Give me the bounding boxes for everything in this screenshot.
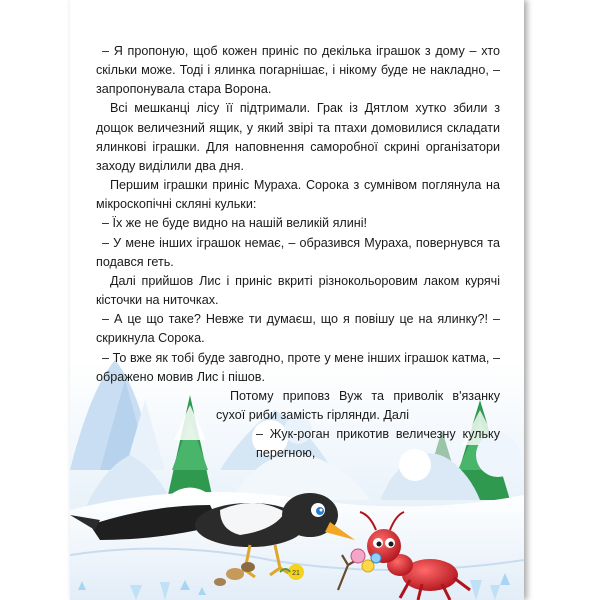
paragraph: – Їх же не буде видно на нашій великій ялині!	[102, 216, 368, 231]
paragraph: – То вже як тобі буде завгодно, проте у мене інших іграшок катма, – ображено мовив Лис і пішов.	[96, 350, 500, 384]
story-text	[96, 42, 500, 463]
paragraph: – А це що таке? Невже ти думаєш, що я повішу це на ялинку?! – скрикнула Сорока.	[96, 312, 500, 346]
paragraph: Першим іграшки приніс Мураха. Сорока з сумнівом поглянула на мікроскопічні скляні кульки:	[96, 178, 500, 212]
page-number: 21	[292, 570, 300, 577]
paragraph: Всі мешканці лісу її підтримали. Грак із Дятлом хутко збили з дощок величезний ящик, у який звірі та птахи домовилися складати ялинкові іграшки. Для наповнення саморобної скрині організатори заходу виділили два дня.	[96, 101, 500, 173]
paragraph: Далі прийшов Лис і приніс вкриті різнокольоровим лаком курячі кісточки на ниточках.	[96, 273, 500, 308]
paragraph: Потому приповз Вуж та приволік в'язанку сухої риби замість гірлянди. Далі	[216, 388, 500, 422]
paragraph: – У мене інших іграшок немає, – образився Мураха, повернувся та подався геть.	[96, 235, 500, 269]
book-page	[70, 0, 524, 600]
paragraph: – Я пропоную, щоб кожен приніс по декілька іграшок з дому – хто скільки може. Тоді і ялинка погарнішає, і нікому буде не накладно, – запропонувала стара Ворона.	[96, 44, 500, 97]
paragraph: – Жук-роган прикотив величезну кульку перегною,	[256, 427, 500, 461]
